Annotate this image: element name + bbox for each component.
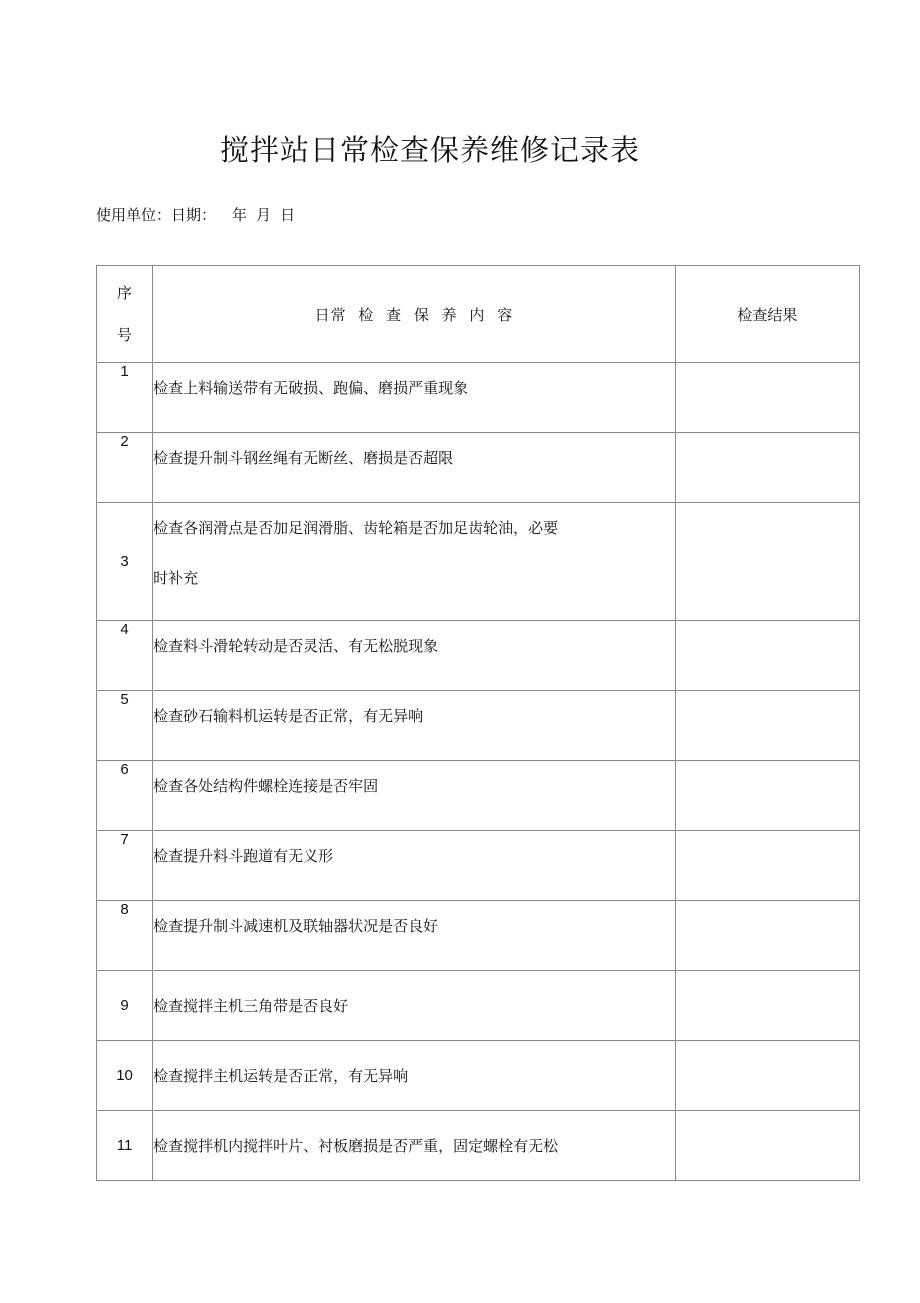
page-title: 搅拌站日常检查保养维修记录表: [220, 133, 641, 167]
row-number: 6: [97, 761, 153, 831]
table-row: [97, 901, 860, 971]
row-number: 1: [97, 363, 153, 433]
row-content: 检查各处结构件螺栓连接是否牢固: [153, 761, 676, 831]
row-content-line2: 时补充: [153, 569, 199, 587]
result-cell[interactable]: [675, 901, 859, 971]
row-number: 3: [97, 503, 153, 621]
result-cell[interactable]: [675, 831, 859, 901]
row-content: 检查提升制斗钢丝绳有无断丝、磨损是否超限: [153, 433, 676, 503]
unit-label: 使用单位：: [96, 206, 172, 224]
date-label: 日期：: [171, 206, 217, 224]
result-cell[interactable]: [675, 971, 859, 1041]
day-label: 日: [280, 206, 296, 224]
table-row: [97, 691, 860, 761]
row-content: 检查搅拌主机运转是否正常，有无异响: [153, 1041, 676, 1111]
result-cell[interactable]: [675, 433, 859, 503]
row-number: 10: [97, 1041, 153, 1111]
month-label: 月: [256, 206, 272, 224]
header-no-cell: [97, 266, 153, 363]
table-header-row: [97, 266, 860, 363]
table-row: [97, 433, 860, 503]
row-content: 检查提升料斗跑道有无义形: [153, 831, 676, 901]
header-content-cell: 日常 检 查 保 养 内 容: [153, 266, 676, 363]
result-cell[interactable]: [675, 1111, 859, 1181]
result-cell[interactable]: [675, 761, 859, 831]
row-number: 9: [97, 971, 153, 1041]
header-info-line: [96, 204, 295, 225]
table-row: [97, 1041, 860, 1111]
table-row: [97, 621, 860, 691]
year-label: 年: [232, 206, 248, 224]
header-result-cell: 检查结果: [675, 266, 859, 363]
row-content: 检查搅拌机内搅拌叶片、衬板磨损是否严重，固定螺栓有无松: [153, 1111, 676, 1181]
header-no-line1: 序: [117, 284, 133, 302]
row-content: [153, 503, 676, 621]
result-cell[interactable]: [675, 691, 859, 761]
row-number: 2: [97, 433, 153, 503]
row-content: 检查砂石输料机运转是否正常，有无异响: [153, 691, 676, 761]
table-row: [97, 363, 860, 433]
table-row: [97, 831, 860, 901]
row-number: 5: [97, 691, 153, 761]
table-row: [97, 503, 860, 621]
result-cell[interactable]: [675, 1041, 859, 1111]
row-number: 11: [97, 1111, 153, 1181]
maintenance-record-table: [96, 265, 860, 1181]
row-content: 检查提升制斗减速机及联轴器状况是否良好: [153, 901, 676, 971]
row-content: 检查搅拌主机三角带是否良好: [153, 971, 676, 1041]
result-cell[interactable]: [675, 621, 859, 691]
result-cell[interactable]: [675, 503, 859, 621]
header-no-line2: 号: [117, 326, 133, 344]
row-content-line1: 检查各润滑点是否加足润滑脂、齿轮箱是否加足齿轮油，必要: [153, 519, 559, 537]
row-number: 7: [97, 831, 153, 901]
row-content: 检查料斗滑轮转动是否灵活、有无松脱现象: [153, 621, 676, 691]
row-number: 8: [97, 901, 153, 971]
table-row: [97, 761, 860, 831]
row-content: 检查上料输送带有无破损、跑偏、磨损严重现象: [153, 363, 676, 433]
table-row: [97, 1111, 860, 1181]
table-row: [97, 971, 860, 1041]
result-cell[interactable]: [675, 363, 859, 433]
row-number: 4: [97, 621, 153, 691]
